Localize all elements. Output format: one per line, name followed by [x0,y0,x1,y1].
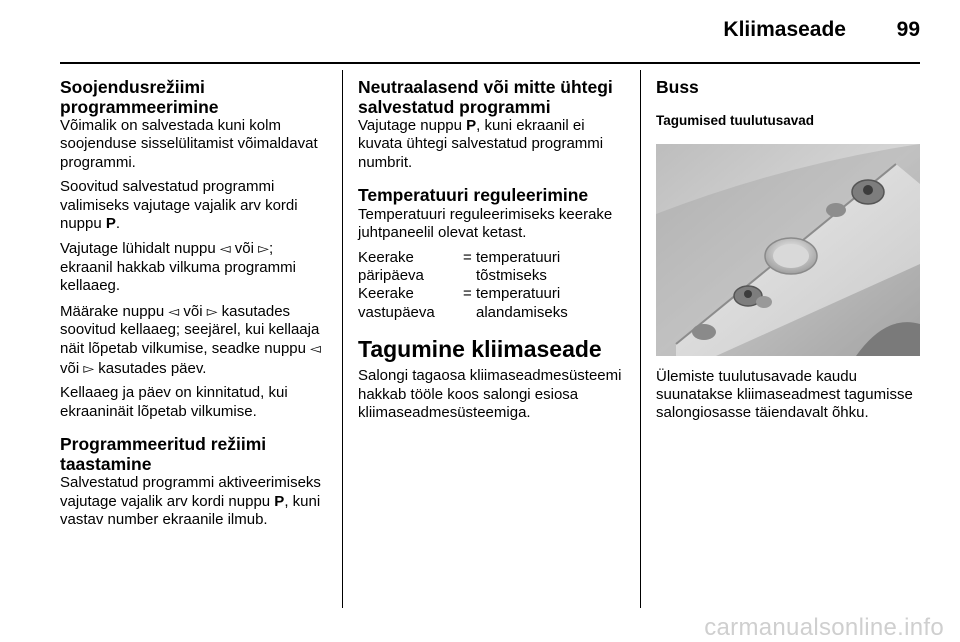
column-rule-1 [342,70,343,608]
section-heading-program-restore: Programmeeritud režiimi taastamine [60,434,267,474]
definition-row [358,285,624,322]
definition-value: temperatuuri tõstmiseks [476,248,561,284]
chapter-heading-rear-climate: Tagumine kliimaseade [358,336,602,363]
arrow-right-icon: ▻ [258,240,269,257]
definition-table [358,249,624,323]
column-rule-2 [640,70,641,608]
paragraph: Salvestatud programmi aktiveerimiseks vajutage vajalik arv kordi nuppu P, kuni vastav number ekraanile ilmub. [60,474,321,528]
paragraph: Määrake nuppu ◅ või ▻ kasutades soovitud kellaaeg; seejärel, kui kellaaja näit lõpetab vilkumise, seadke nuppu ◅ või ▻ kasutades päev. [60,302,321,377]
paragraph: Salongi tagaosa kliimaseadmesüsteemi hakkab tööle koos salongi esiosa kliimaseadmesüsteemiga. [358,367,622,421]
header-rule [60,62,920,64]
key-p: P [466,117,477,134]
paragraph: Soovitud salvestatud programmi valimiseks vajutage vajalik arv kordi nuppu P. [60,178,298,233]
watermark: carmanualsonline.info [704,614,944,641]
arrow-left-icon: ◅ [219,240,231,257]
section-heading-neutral: Neutraalasend või mitte ühtegi salvestatud programmi [358,77,613,117]
definition-equals: = [463,248,472,266]
arrow-right-icon: ▻ [206,302,218,319]
arrow-left-icon: ◅ [310,340,321,357]
column-1 [60,78,326,529]
column-3 [656,78,922,423]
definition-term: Keerake päripäeva [358,248,424,284]
key-p: P [274,492,285,510]
definition-row [358,249,624,286]
section-heading-temperature: Temperatuuri reguleerimine [358,185,589,206]
paragraph: Kellaaeg ja päev on kinnitatud, kui ekraaninäit lõpetab vilkumise. [60,384,288,420]
arrow-right-icon: ▻ [83,359,95,376]
column-2 [358,78,624,422]
section-heading-heating-programming: Soojendusrežiimi programmeerimine [60,77,219,117]
rear-air-vents-photo [656,144,920,356]
key-p: P [105,215,116,233]
photo-caption: Ülemiste tuulutusavade kaudu suunatakse kliimaseadmest tagumisse salongiosasse täiendavalt õhku. [656,367,913,422]
page-number: 99 [896,18,920,41]
footer [0,612,960,642]
page-header-title: Kliimaseade [723,18,846,41]
section-heading-bus: Buss [656,77,699,97]
definition-value: temperatuuri alandamiseks [476,285,568,321]
paragraph: Võimalik on salvestada kuni kolm soojenduse sisselülitamist võimaldavat programmi. [60,117,318,171]
paragraph: Temperatuuri reguleerimiseks keerake juhtpaneelil olevat ketast. [358,205,613,242]
arrow-left-icon: ◅ [168,302,180,319]
definition-term: Keerake vastupäeva [358,285,435,321]
definition-equals: = [463,285,472,303]
paragraph: Vajutage nuppu P, kuni ekraanil ei kuvata ühtegi salvestatud programmi numbrit. [358,117,604,171]
paragraph: Vajutage lühidalt nuppu ◅ või ▻; ekraanil hakkab vilkuma programmi kellaaeg. [60,240,296,295]
subheading-rear-vents: Tagumised tuulutusavad [656,112,815,128]
